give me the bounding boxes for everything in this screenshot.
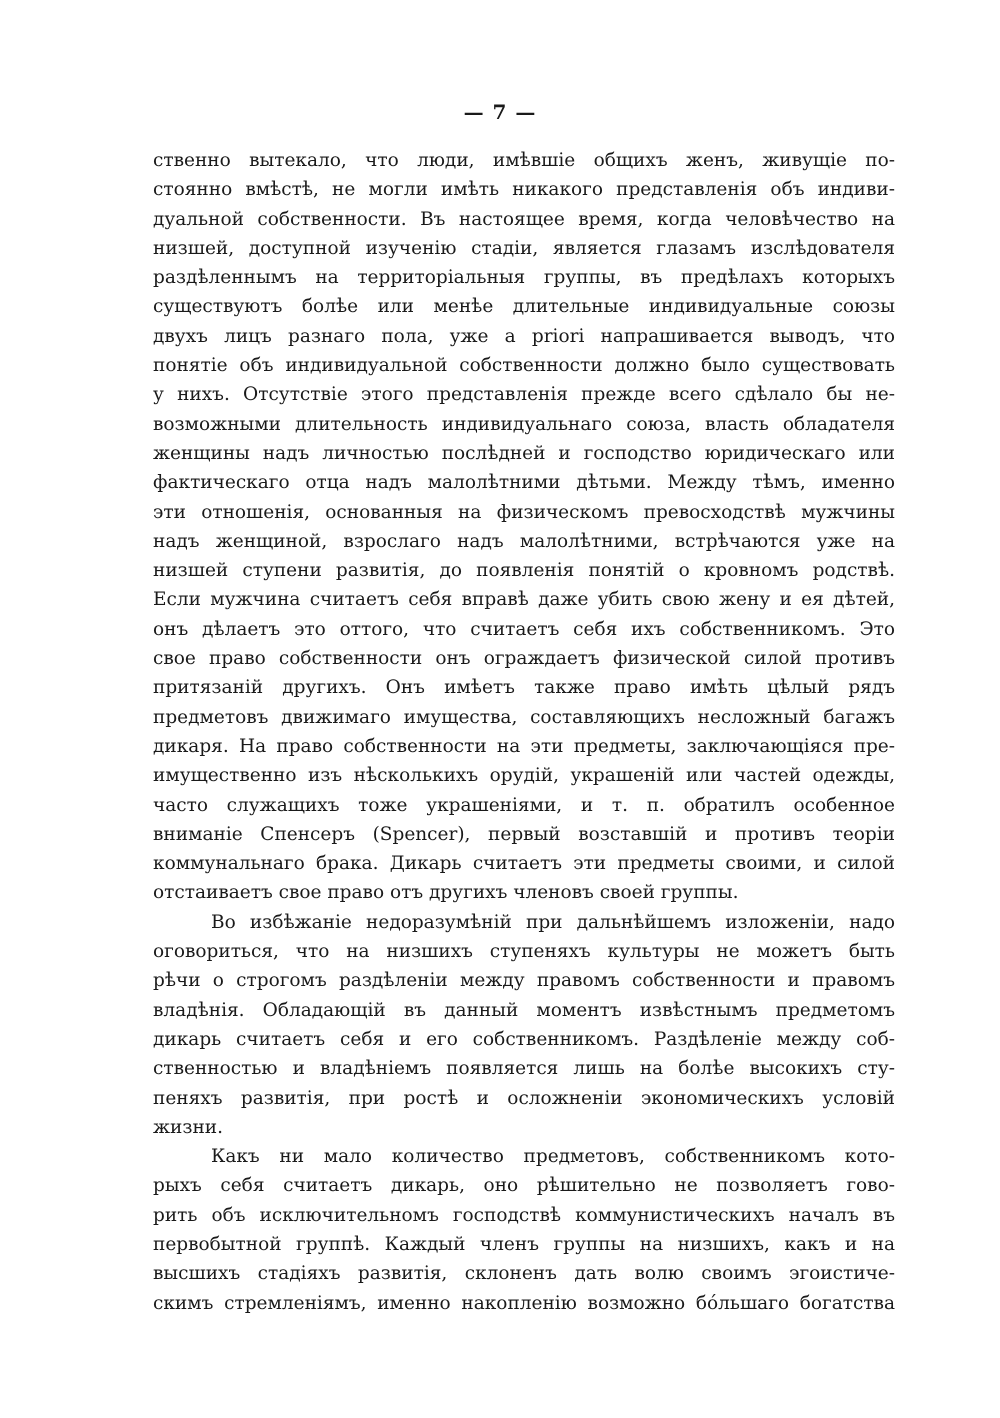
text-line: высшихъ стадіяхъ развитія, склоненъ дать волю своимъ эгоистиче-	[153, 1263, 895, 1285]
text-line: Во избѣжаніе недоразумѣній при дальнѣйшемъ изложеніи, надо	[211, 911, 895, 933]
text-line: пеняхъ развитія, при ростѣ и осложненіи экономическихъ условій	[153, 1087, 895, 1109]
text-line: низшей, доступной изученію стадіи, является глазамъ изслѣдователя	[153, 237, 895, 259]
text-line: надъ женщиной, взрослаго надъ малолѣтними, встрѣчаются уже на	[153, 530, 895, 552]
text-line: отстаиваетъ свое право отъ другихъ членовъ своей группы.	[153, 882, 739, 904]
text-line: рить объ исключительномъ господствѣ коммунистическихъ началъ въ	[153, 1204, 895, 1226]
text-line: стоянно вмѣстѣ, не могли имѣть никакого представленія объ индиви-	[153, 179, 895, 201]
body-text	[153, 146, 895, 1318]
text-line: дикарь считаетъ себя и его собственникомъ. Раздѣленіе между соб-	[153, 1028, 895, 1050]
text-line: эти отношенія, основанныя на физическомъ превосходствѣ мужчины	[153, 501, 895, 523]
text-line: женщины надъ личностью послѣдней и господство юридическаго или	[153, 442, 895, 464]
text-line: ственно вытекало, что люди, имѣвшіе общихъ женъ, живущіе по-	[153, 150, 895, 171]
text-line: раздѣленнымъ на территоріальныя группы, въ предѣлахъ которыхъ	[153, 267, 895, 289]
text-line: двухъ лицъ разнаго пола, уже a priori напрашивается выводъ, что	[153, 325, 895, 347]
page-number: — 7 —	[463, 100, 537, 124]
text-line: существуютъ болѣе или менѣе длительные индивидуальные союзы	[153, 296, 895, 318]
text-line: онъ дѣлаетъ это оттого, что считаетъ себя ихъ собственникомъ. Это	[153, 618, 895, 640]
text-line: у нихъ. Отсутствіе этого представленія прежде всего сдѣлало бы не-	[153, 384, 895, 406]
text-line: жизни.	[153, 1116, 223, 1138]
text-line: дикаря. На право собственности на эти предметы, заключающіяся пре-	[153, 735, 895, 757]
text-line: владѣнія. Обладающій въ данный моментъ извѣстнымъ предметомъ	[153, 999, 895, 1021]
text-line: оговориться, что на низшихъ ступеняхъ культуры не можетъ быть	[153, 941, 895, 963]
text-line: Если мужчина считаетъ себя вправѣ даже убить свою жену и ея дѣтей,	[153, 589, 895, 611]
text-line: ственностью и владѣніемъ появляется лишь на болѣе высокихъ сту-	[153, 1058, 895, 1080]
text-line: Какъ ни мало количество предметовъ, собственникомъ кото-	[211, 1146, 895, 1168]
text-line: часто служащихъ тоже украшеніями, и т. п. обратилъ особенное	[153, 794, 895, 816]
text-line: свое право собственности онъ ограждаетъ физической силой противъ	[153, 648, 895, 670]
text-line: притязаній другихъ. Онъ имѣетъ также право имѣть цѣлый рядъ	[153, 677, 895, 699]
text-line: предметовъ движимаго имущества, составляющихъ несложный багажъ	[153, 706, 895, 728]
text-line: понятіе объ индивидуальной собственности должно было существовать	[153, 355, 895, 377]
text-line: вниманіе Спенсеръ (Spencer), первый возставшій и противъ теоріи	[153, 823, 895, 845]
text-line: скимъ стремленіямъ, именно накопленію возможно бо́льшаго богатства	[153, 1292, 895, 1314]
text-line: дуальной собственности. Въ настоящее время, когда человѣчество на	[153, 208, 895, 230]
text-line: рѣчи о строгомъ раздѣленіи между правомъ собственности и правомъ	[153, 970, 895, 992]
text-line: имущественно изъ нѣсколькихъ орудій, украшеній или частей одежды,	[153, 765, 895, 787]
text-line: первобытной группѣ. Каждый членъ группы на низшихъ, какъ и на	[153, 1233, 895, 1255]
text-line: низшей ступени развитія, до появленія понятій о кровномъ родствѣ.	[153, 560, 895, 582]
text-line: коммунальнаго брака. Дикарь считаетъ эти предметы своими, и силой	[153, 853, 895, 875]
text-line: возможными длительность индивидуальнаго союза, власть обладателя	[153, 413, 895, 435]
text-line: рыхъ себя считаетъ дикарь, оно рѣшительно не позволяетъ гово-	[153, 1175, 895, 1197]
text-line: фактическаго отца надъ малолѣтними дѣтьми. Между тѣмъ, именно	[153, 472, 895, 494]
